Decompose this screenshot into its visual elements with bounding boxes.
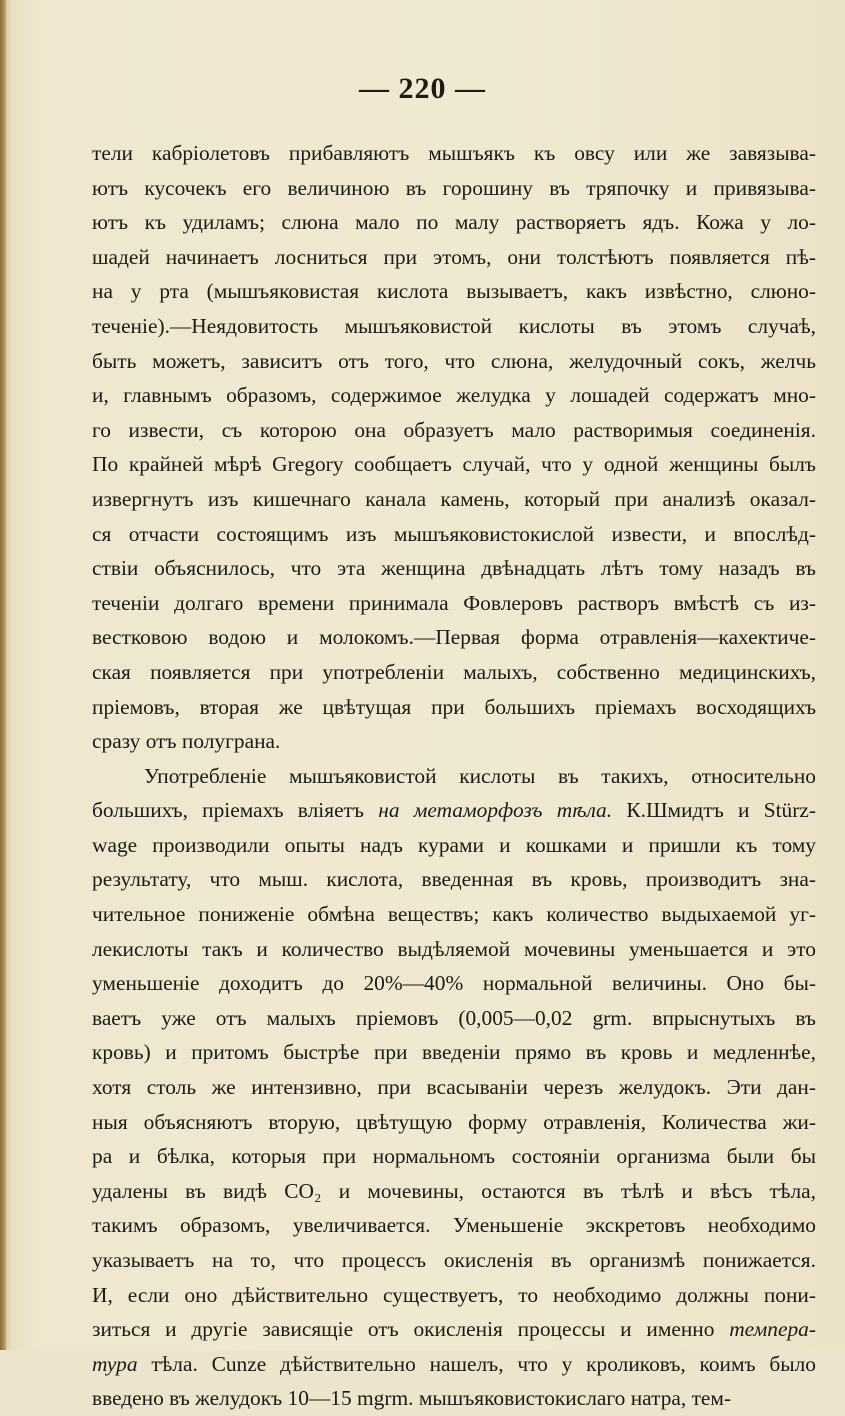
text-line: И, если оно дѣйствительно существуетъ, то необходимо должны пони- xyxy=(92,1282,816,1307)
text-line: хотя столь же интензивно, при всасываніи черезъ желудокъ. Эти дан- xyxy=(92,1075,816,1100)
text-line: ныя объясняютъ вторую, цвѣтущую форму отравленія, Количества жи- xyxy=(92,1109,816,1134)
text-line: уменьшеніе доходитъ до 20%—40% нормальной величины. Оно бы- xyxy=(92,971,816,996)
text-line: большихъ, пріемахъ вліяетъ на метаморфозъ тѣла. К.Шмидтъ и Stürz- xyxy=(92,798,816,823)
text-line: вестковою водою и молокомъ.—Первая форма отравленія—кахектиче- xyxy=(92,625,816,650)
text-line: По крайней мѣрѣ Gregory сообщаетъ случай, что у одной женщины былъ xyxy=(92,452,816,477)
text-line: теченіи долгаго времени принимала Фовлеровъ растворъ вмѣстѣ съ из- xyxy=(92,590,816,615)
text-line: быть можетъ, зависитъ отъ того, что слюна, желудочный сокъ, желчь xyxy=(92,348,816,373)
body-text xyxy=(92,136,816,1416)
text-line: сразу отъ полуграна. xyxy=(92,729,281,754)
text-line: ская появляется при употребленіи малыхъ, собственно медицинскихъ, xyxy=(92,659,816,684)
text-line: удалены въ видѣ CO₂ и мочевины, остаются въ тѣлѣ и вѣсъ тѣла, xyxy=(92,1178,816,1203)
text-line: указываетъ на то, что процессъ окисленія въ организмѣ понижается. xyxy=(92,1248,816,1272)
page-spine-shadow xyxy=(0,0,6,1350)
text-line: такимъ образомъ, увеличивается. Уменьшеніе экскретовъ необходимо xyxy=(92,1213,816,1238)
text-line: чительное пониженіе обмѣна веществъ; какъ количество выдыхаемой уг- xyxy=(92,902,816,927)
text-line: шадей начинаетъ лосниться при этомъ, они толстѣютъ появляется пѣ- xyxy=(92,244,816,269)
text-line: лекислоты такъ и количество выдѣляемой мочевины уменьшается и это xyxy=(92,936,816,961)
text-line: извергнутъ изъ кишечнаго канала камень, который при анализѣ оказал- xyxy=(92,486,816,511)
text-line: пріемовъ, вторая же цвѣтущая при большихъ пріемахъ восходящихъ xyxy=(92,694,816,719)
text-line: кровь) и притомъ быстрѣе при введеніи прямо въ кровь и медленнѣе, xyxy=(92,1040,816,1065)
text-line: ствіи объяснилось, что эта женщина двѣнадцать лѣтъ тому назадъ въ xyxy=(92,556,816,581)
page-number: — 220 — xyxy=(359,72,486,105)
emphasis-metamorphosis: на метаморфозъ тѣла. xyxy=(378,798,613,823)
text-line: wage производили опыты надъ курами и кошками и пришли къ тому xyxy=(92,832,816,857)
paragraph-1 xyxy=(92,136,816,759)
text-line: го извести, съ которою она образуетъ мало растворимыя соединенія. xyxy=(92,417,816,442)
text-line: введено въ желудокъ 10—15 mgrm. мышъяковистокислаго натра, тем- xyxy=(92,1386,732,1411)
text-line: зиться и другіе зависящіе отъ окисленія процессы и именно темпера- xyxy=(92,1317,816,1342)
emphasis-temperature: темпера- xyxy=(729,1317,816,1342)
text-line: ся отчасти состоящимъ изъ мышъяковистокислой извести, и впослѣд- xyxy=(92,521,816,546)
text-line: результату, что мыш. кислота, введенная въ кровь, производитъ зна- xyxy=(92,867,816,892)
text-line: Употребленіе мышъяковистой кислоты въ такихъ, относительно xyxy=(144,763,816,788)
paragraph-2 xyxy=(92,759,816,1416)
text-line: ваетъ уже отъ малыхъ пріемовъ (0,005—0,02 grm. впрыснутыхъ въ xyxy=(92,1005,816,1030)
text-line: ютъ кусочекъ его величиною въ горошину въ тряпочку и привязыва- xyxy=(92,175,816,200)
text-line: тели кабріолетовъ прибавляютъ мышъякъ къ овсу или же завязыва- xyxy=(92,141,816,165)
text-line: и, главнымъ образомъ, содержимое желудка у лошадей содержатъ мно- xyxy=(92,383,816,408)
text-line: теченіе).—Неядовитость мышъяковистой кислоты въ этомъ случаѣ, xyxy=(92,313,816,338)
text-line: ютъ къ удиламъ; слюна мало по малу растворяетъ ядъ. Кожа у ло- xyxy=(92,210,816,235)
text-line: на у рта (мышъяковистая кислота вызываетъ, какъ извѣстно, слюно- xyxy=(92,279,816,304)
text-line: ра и бѣлка, которыя при нормальномъ состояніи организма были бы xyxy=(92,1144,816,1169)
text-line: тура тѣла. Cunze дѣйствительно нашелъ, что у кроликовъ, коимъ было xyxy=(92,1351,816,1376)
emphasis-temperature-end: тура xyxy=(92,1351,138,1376)
